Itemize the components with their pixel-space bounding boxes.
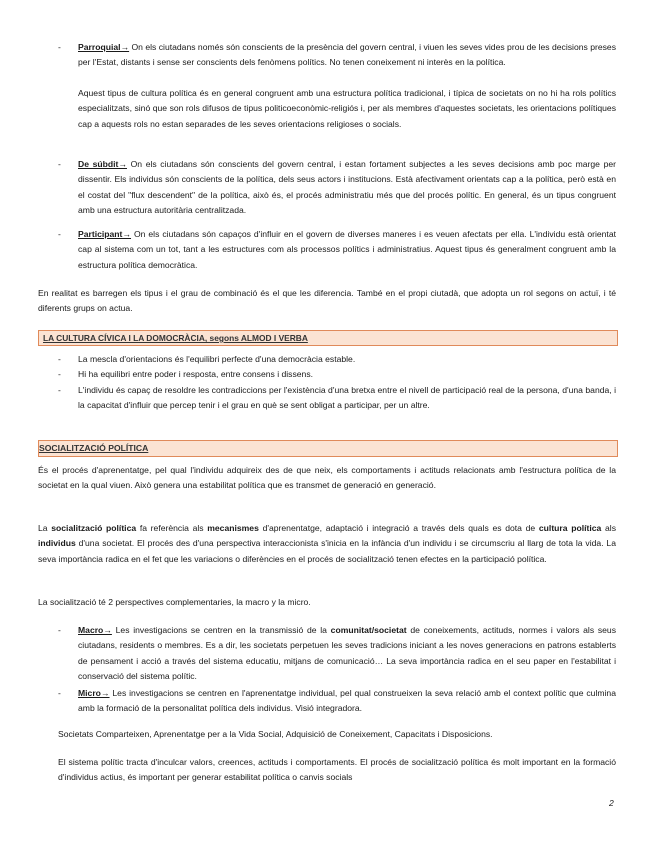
paragraph-perspectives: La socialització té 2 perspectives complementaries, la macro y la micro.: [38, 597, 311, 607]
list-item: Hi ha equilibri entre poder i resposta, entre consens i dissens.: [78, 369, 314, 379]
term-participant: Participant→: [78, 229, 132, 239]
list-item-subdit: [78, 157, 616, 219]
page-number: 2: [609, 798, 614, 808]
paragraph-proces: És el procés d'aprenentatge, pel qual l'individu adquireix des de que neix, els comportaments i actituds relacionats amb l'estructura política de la societat en la qual viuen. Això genera una estabilitat política que es transmet de generació en generació.: [38, 465, 616, 491]
item-extra-text: Aquest tipus de cultura política és en general congruent amb una estructura política tradicional, i típica de societats on no hi ha rols polítics especialitzats, sinó que son rols difusos de tipus politicoeconòmic-religiós i, per als membres d'aquestes societats, les orientacions polítiques cap a aquests rols no estan separades de les seves orientacions religioses o socials.: [78, 88, 616, 129]
list-item-parroquial-extra: [78, 86, 616, 132]
bullet-dash: -: [58, 354, 61, 364]
section-header-cultura-civica: [38, 330, 618, 346]
bold-term: individus: [38, 538, 76, 549]
bullet-dash: -: [58, 42, 61, 52]
term-parroquial: Parroquial→: [78, 42, 130, 52]
bullet-dash: -: [58, 229, 61, 239]
section-title: LA CULTURA CÍVICA I LA DOMOCRÀCIA, segons ALMOD I VERBA: [43, 333, 308, 343]
bold-term: cultura política: [538, 523, 602, 533]
paragraph-sistema: El sistema polític tracta d'inculcar valors, creences, actituds i comportaments. El procés de socialització política és molt important en la formació d'individus actius, és important per generar estabilitat política o canvis socials: [58, 757, 616, 783]
section-title: SOCIALITZACIÓ POLÍTICA: [39, 443, 149, 453]
bullet-dash: -: [58, 385, 61, 395]
term-micro: Micro→: [78, 688, 110, 698]
bold-term: socialització política: [51, 523, 137, 533]
list-item-macro: [78, 623, 616, 685]
text-run: d'una societat. El procés des d'una perspectiva interaccionista s'inicia en la infància d'un individu i se circumscriu al llarg de tota la vida. La seva importància radica en el fet que les variacions o diferències en el procés de socialització tenen efectes en la participació política.: [38, 538, 616, 564]
list-item: L'individu és capaç de resoldre les contradiccions per l'existència d'una bretxa entre el nivell de participació real de la persona, d'una banda, i la capacitat d'influir que percep tenir i el grau en què se sent obligat a participar, per un altre.: [78, 385, 616, 411]
paragraph-societats: Societats Comparteixen, Aprenentatge per a la Vida Social, Adquisició de Coneixement, Capacitats i Disposicions.: [58, 729, 493, 739]
bullet-dash: -: [58, 625, 61, 635]
bold-term: comunitat/societat: [330, 625, 407, 635]
item-text: de coneixements, actituds, normes i valors als seus ciutadans, residents o membres. Es a dir, les societats perpetuen les seves tradicions iniciant a les noves generacions en patrons establerts de pensament i acció a través del sistema educatiu, mitjans de comunicació… La seva importància radica en el seu paper en l'estabilitat i conservació del sistema polític.: [78, 625, 616, 682]
text-run: als: [601, 523, 617, 533]
item-text: Les investigacions se centren en la transmissió de la: [111, 625, 331, 635]
item-text: Les investigacions se centren en l'aprenentatge individual, pel qual construeixen la seva relació amb el context polític que culmina amb la formació de la personalitat política dels individus. Visió integradora.: [78, 688, 616, 714]
list-item-micro: [78, 686, 616, 717]
bullet-dash: -: [58, 369, 61, 379]
term-subdit: De súbdit→: [78, 159, 127, 169]
paragraph-socialitzacio: [38, 521, 616, 567]
bullet-dash: -: [58, 688, 61, 698]
item-text: On els ciutadans només són conscients de la presència del govern central, i viuen les seves vides prou de les decisions preses per l'Estat, distants i sense ser conscients dels fenòmens polítics. No tenen coneixement ni interès en la política.: [78, 42, 616, 68]
item-text: On els ciutadans són capaços d'influir en el govern de diverses maneres i es veuen afectats per ella. L'individu està orientat cap al sistema com un tot, tant a les estructures com als processos polítics i administratius. Aquest tipus és generalment congruent amb la estructura política democràtica.: [78, 229, 616, 270]
list-item-participant: [78, 227, 616, 273]
bold-term: mecanismes: [207, 523, 259, 533]
paragraph-barregen: En realitat es barregen els tipus i el grau de combinació és el que les diferencia. També en el propi ciutadà, que adopta un rol segons on actuï, i té diferents grups on actua.: [38, 288, 616, 314]
list-item-parroquial: [78, 40, 616, 71]
list-item: La mescla d'orientacions és l'equilibri perfecte d'una democràcia estable.: [78, 354, 356, 364]
text-run: fa referència als: [136, 523, 208, 533]
bullet-dash: -: [58, 159, 61, 169]
section-header-socialitzacio: [38, 440, 618, 457]
text-run: d'aprenentatge, adaptació i integració a través dels quals es dota de: [258, 523, 539, 533]
term-macro: Macro→: [78, 625, 112, 635]
item-text: On els ciutadans són conscients del govern central, i estan fortament subjectes a les seves decisions amb poc marge per dissentir. Els individus són conscients de la política, dels seus actors i institucions. Està afectivament orientats cap a la política, però està en el costat del "flux descendent" de la política, això és, el procés administratiu més que del procés polític. En general, és un tipus congruent amb una estructura autoritària centralitzada.: [78, 159, 616, 216]
text-run: La: [38, 523, 52, 533]
